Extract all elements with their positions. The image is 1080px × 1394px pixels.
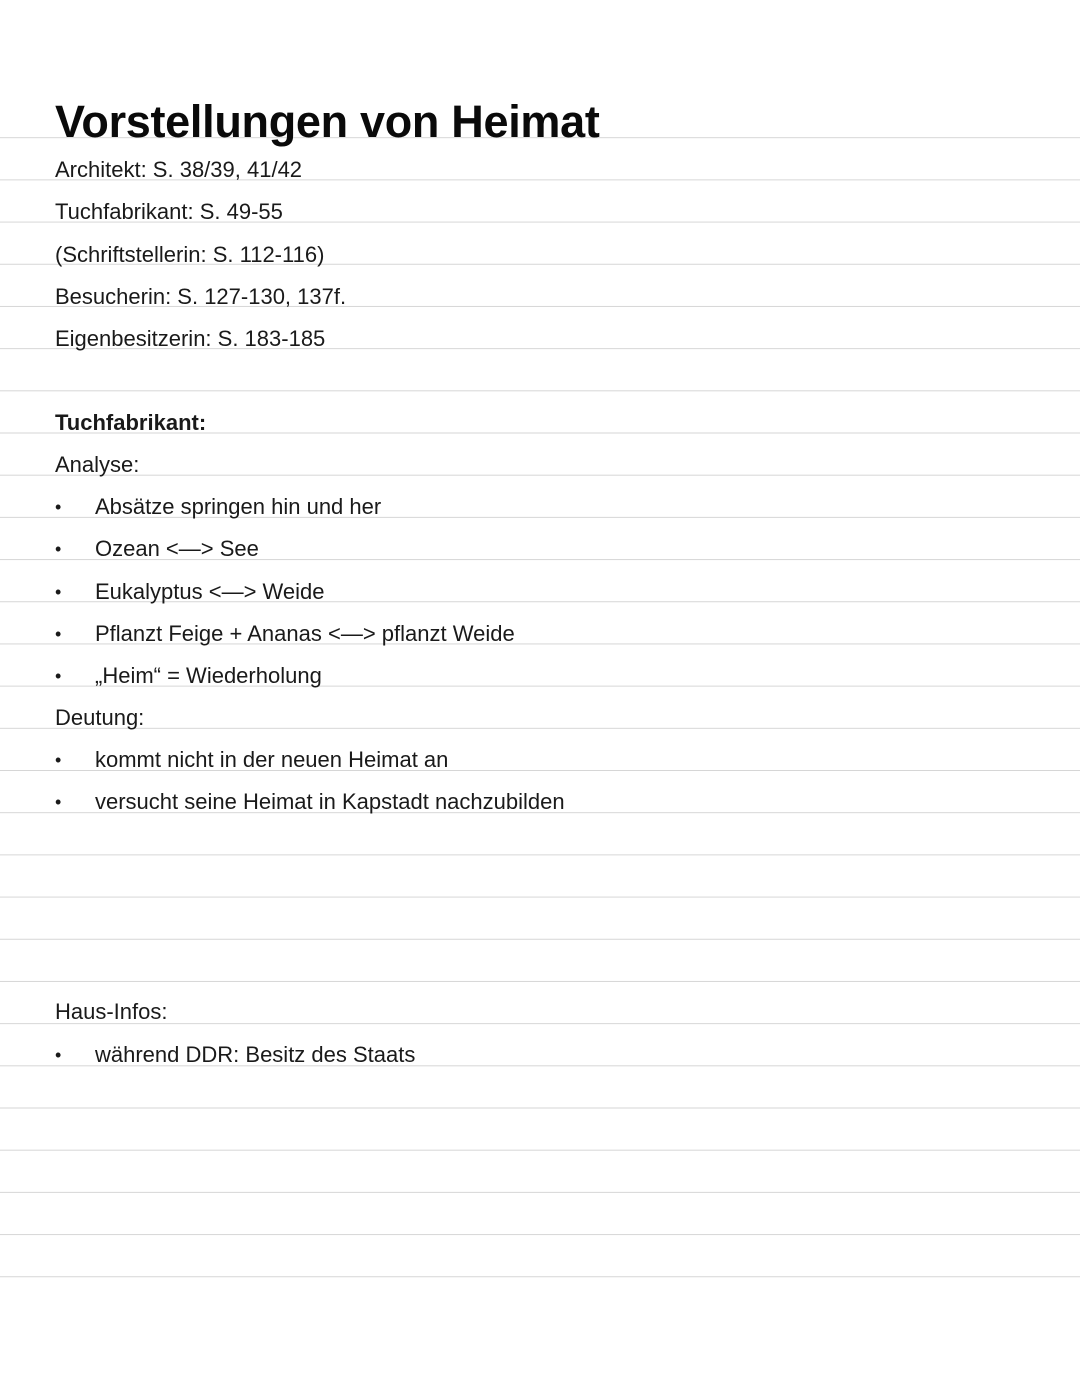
bullet-icon: • <box>55 624 62 644</box>
reference-schriftstellerin: (Schriftstellerin: S. 112-116) <box>55 242 325 267</box>
deutung-item-text: kommt nicht in der neuen Heimat an <box>95 747 449 772</box>
deutung-label: Deutung: <box>55 705 145 730</box>
analyse-item-text: Pflanzt Feige + Ananas <—> pflanzt Weide <box>95 621 515 646</box>
analyse-item-text: Absätze springen hin und her <box>95 494 382 519</box>
bullet-icon: • <box>55 539 62 559</box>
section-heading: Tuchfabrikant: <box>55 410 207 435</box>
page-bottom-margin <box>0 1278 1080 1394</box>
reference-tuchfabrikant: Tuchfabrikant: S. 49-55 <box>55 199 283 224</box>
analyse-item-text: „Heim“ = Wiederholung <box>95 663 322 688</box>
haus-infos-item-text: während DDR: Besitz des Staats <box>95 1042 416 1067</box>
reference-eigenbesitzerin: Eigenbesitzerin: S. 183-185 <box>55 326 326 351</box>
haus-infos-label: Haus-Infos: <box>55 999 168 1024</box>
bullet-icon: • <box>55 792 62 812</box>
bullet-icon: • <box>55 1045 62 1065</box>
analyse-item-text: Eukalyptus <—> Weide <box>95 579 325 604</box>
analyse-item-text: Ozean <—> See <box>95 536 259 561</box>
bullet-icon: • <box>55 497 62 517</box>
reference-besucherin: Besucherin: S. 127-130, 137f. <box>55 284 347 309</box>
bullet-icon: • <box>55 582 62 602</box>
bullet-icon: • <box>55 666 62 686</box>
deutung-item-text: versucht seine Heimat in Kapstadt nachzubilden <box>95 789 565 814</box>
bullet-icon: • <box>55 750 62 770</box>
reference-architekt: Architekt: S. 38/39, 41/42 <box>55 157 303 182</box>
page-title: Vorstellungen von Heimat <box>55 96 600 147</box>
analyse-label: Analyse: <box>55 452 140 477</box>
